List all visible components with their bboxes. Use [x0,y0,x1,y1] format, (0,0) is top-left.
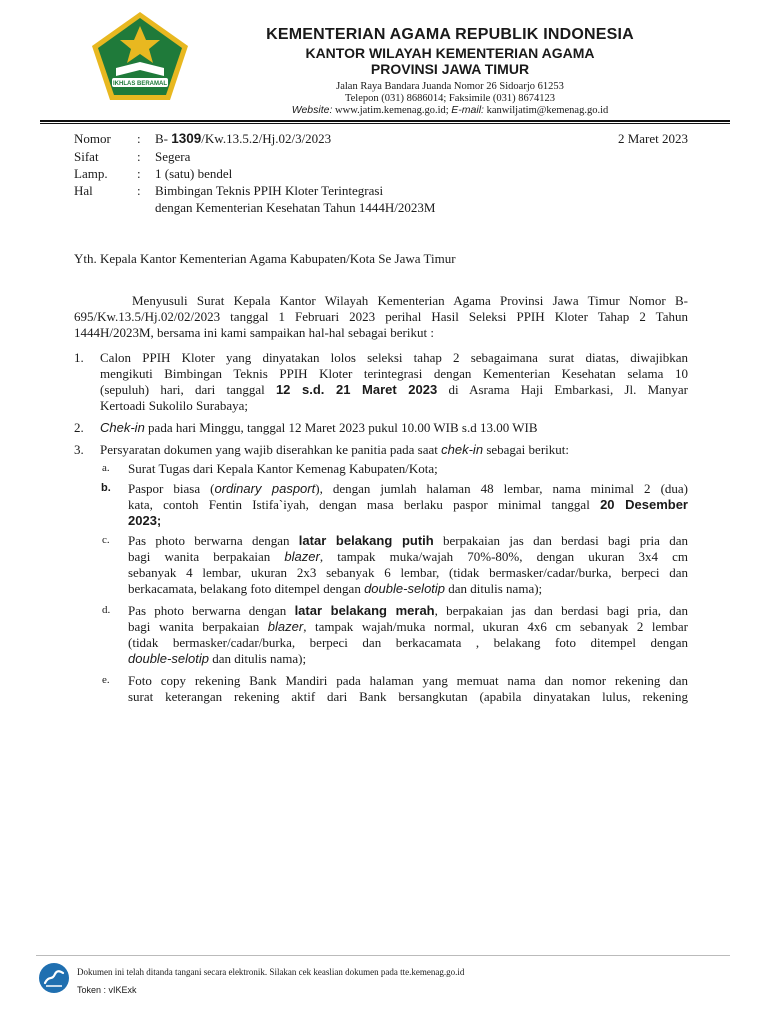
sifat-value: Segera [155,149,191,164]
intro-line2: 695/Kw.13.5/Hj.02/02/2023 tanggal 1 Februari 2023 perihal Hasil Seleksi PPIH Kloter Tahap 2 Tahun [74,309,688,324]
item-1-line2: mengikuti Bimbingan Teknis PPIH Kloter terintegrasi dengan Kementerian Kesehatan selama 10 [100,366,688,381]
subitem-b-1a: Paspor biasa ( [128,481,215,496]
nomor-suffix: /Kw.13.5.2/Hj.02/3/2023 [201,131,332,146]
verification-token: Token : vIKExk [77,985,137,995]
intro-line1: Menyusuli Surat Kepala Kantor Wilayah Kementerian Agama Provinsi Jawa Timur Nomor B- [132,293,688,308]
letterhead-office: KANTOR WILAYAH KEMENTERIAN AGAMA [305,45,595,61]
item-2-line1 [100,420,688,436]
intro-line3: 1444H/2023M, bersama ini kami sampaikan hal-hal sebagai berikut : [74,325,434,340]
letterhead-phone: Telepon (031) 8686014; Faksimile (031) 8674123 [344,93,556,104]
letterhead-rule-thin [40,123,730,124]
subitem-d-line3: (tidak bermasker/cadar/burka, berpeci dan berkacamata , belakang foto ditempel dengan [128,635,688,650]
hal-value-line2: dengan Kementerian Kesehatan Tahun 1444H/2023M [155,200,436,215]
item-3-number: 3. [74,442,84,457]
subitem-e-letter: e. [102,674,110,686]
nomor-prefix: B- [155,131,172,146]
red-background: latar belakang merah [294,603,435,618]
item-2-line1b: pada hari Minggu, tanggal 12 Maret 2023 pukul 10.00 WIB s.d 13.00 WIB [144,420,538,435]
lamp-label: Lamp. [74,166,108,181]
nomor-number: 1309 [171,131,202,146]
subitem-d-2b: blazer [267,619,304,634]
subitem-c-1c: berpakaian jas dan berdasi bagi pria dan [433,533,688,548]
passport-expiry: 20 Desember [600,497,688,512]
chek-in-term-2: chek-in [441,442,484,457]
item-1-line3a: (sepuluh) hari, dari tanggal [100,382,276,397]
logo-motto: IKHLAS BERAMAL [113,81,167,87]
hal-label: Hal [74,183,93,198]
subitem-c-4c: dan ditulis nama); [445,581,543,596]
hal-colon: : [137,183,141,198]
item-1-line3c: di Asrama Haji Embarkasi, Jl. Manyar [437,382,688,397]
subitem-d-4a: double-selotip [128,651,209,666]
subitem-d-line4 [128,651,688,667]
item-3-line1c: sebagai berikut: [483,442,569,457]
letterhead-address: Jalan Raya Bandara Juanda Nomor 26 Sidoarjo 61253 [336,81,564,92]
sifat-label: Sifat [74,149,99,164]
letter-number [155,131,331,147]
subitem-b-line3: 2023; [128,513,162,528]
subitem-c-line2 [128,549,688,565]
subitem-b-letter: b. [101,482,111,494]
subitem-c-line1 [128,533,688,549]
white-background: latar belakang putih [298,533,434,548]
item-1-line3 [100,382,688,398]
item-3-line1a: Persyaratan dokumen yang wajib diserahkan ke panitia pada saat [100,442,442,457]
chek-in-term: Chek-in [100,420,145,435]
letter-date: 2 Maret 2023 [617,131,688,146]
subitem-a-letter: a. [102,462,110,474]
website-label: Website: [291,104,333,116]
subitem-c-4a: berkacamata, belakang foto ditempel dengan [128,581,365,596]
subitem-a-line1: Surat Tugas dari Kepala Kantor Kemenag Kabupaten/Kota; [128,461,438,476]
subitem-d-2a: bagi wanita berpakaian [128,619,268,634]
bsre-signature-icon [38,962,70,994]
subitem-c-2b: blazer [284,549,320,564]
item-1-line1: Calon PPIH Kloter yang dinyatakan lolos seleksi tahap 2 sebagaimana surat diatas, diwajibkan [100,350,688,365]
subitem-d-letter: d. [102,604,111,616]
item-3-line1 [100,442,688,458]
item-1-number: 1. [74,350,84,365]
letterhead-province: PROVINSI JAWA TIMUR [370,61,530,77]
subitem-c-1a: Pas photo berwarna dengan [128,533,299,548]
letterhead-rule-thick [40,120,730,122]
letterhead-ministry: KEMENTERIAN AGAMA REPUBLIK INDONESIA [266,26,634,43]
subitem-d-2c: , tampak wajah/muka normal, ukuran 4x6 cm sebanyak 2 lembar [303,619,688,634]
subitem-c-line4 [128,581,688,597]
nomor-colon: : [137,131,141,146]
subitem-b-line2 [128,497,688,513]
sifat-colon: : [137,149,141,164]
subitem-d-1c: , berpakaian jas dan berdasi bagi pria, dan [434,603,688,618]
subitem-d-4b: dan ditulis nama); [208,651,307,666]
subitem-c-2c: , tampak muka/wajah 70%-80%, dengan ukuran 3x4 cm [319,549,688,564]
item-2-number: 2. [74,420,84,435]
subitem-d-1a: Pas photo berwarna dengan [128,603,295,618]
training-dates: 12 s.d. 21 Maret 2023 [275,382,438,397]
subitem-c-2a: bagi wanita berpakaian [128,549,285,564]
kemenag-logo [88,10,192,102]
subitem-e-line2: surat keterangan rekening aktif dari Bank bersangkutan (apabila dinyatakan lulus, rekening [128,689,688,704]
item-1-line4: Kertoadi Sukolilo Surabaya; [100,398,249,413]
subitem-c-line3: sebanyak 4 lembar, ukuran 2x3 sebanyak 6 lembar, (tidak bermasker/cadar/burka, berpeci dan [128,565,688,580]
subitem-e-line1: Foto copy rekening Bank Mandiri pada halaman yang memuat nama dan nomor rekening dan [128,673,688,688]
footer-rule [36,955,730,956]
lamp-value: 1 (satu) bendel [155,166,233,181]
subitem-d-line1 [128,603,688,619]
subitem-c-letter: c. [102,534,110,546]
lamp-colon: : [137,166,141,181]
hal-value-line1: Bimbingan Teknis PPIH Kloter Terintegrasi [155,183,384,198]
nomor-label: Nomor [74,131,111,146]
e-signature-notice: Dokumen ini telah ditanda tangani secara elektronik. Silakan cek keaslian dokumen pada tte.kemenag.go.id [77,967,465,977]
subitem-d-line2 [128,619,688,635]
letterhead-contact [230,104,670,117]
subitem-b-line1 [128,481,688,497]
subitem-c-4b: double-selotip [364,581,446,596]
subitem-b-1c: ), dengan jumlah halaman 48 lembar, nama minimal 2 (dua) [315,481,688,496]
subitem-b-1b: ordinary pasport [214,481,316,496]
email-value: kanwiljatim@kemenag.go.id [483,105,609,116]
subitem-b-2a: kata, contoh Fentin Istifa`iyah, dengan masa berlaku paspor minimal tanggal [128,497,601,512]
addressee: Yth. Kepala Kantor Kementerian Agama Kabupaten/Kota Se Jawa Timur [74,251,456,266]
website-value: www.jatim.kemenag.go.id; [332,105,452,116]
email-label: E-mail: [451,104,484,116]
